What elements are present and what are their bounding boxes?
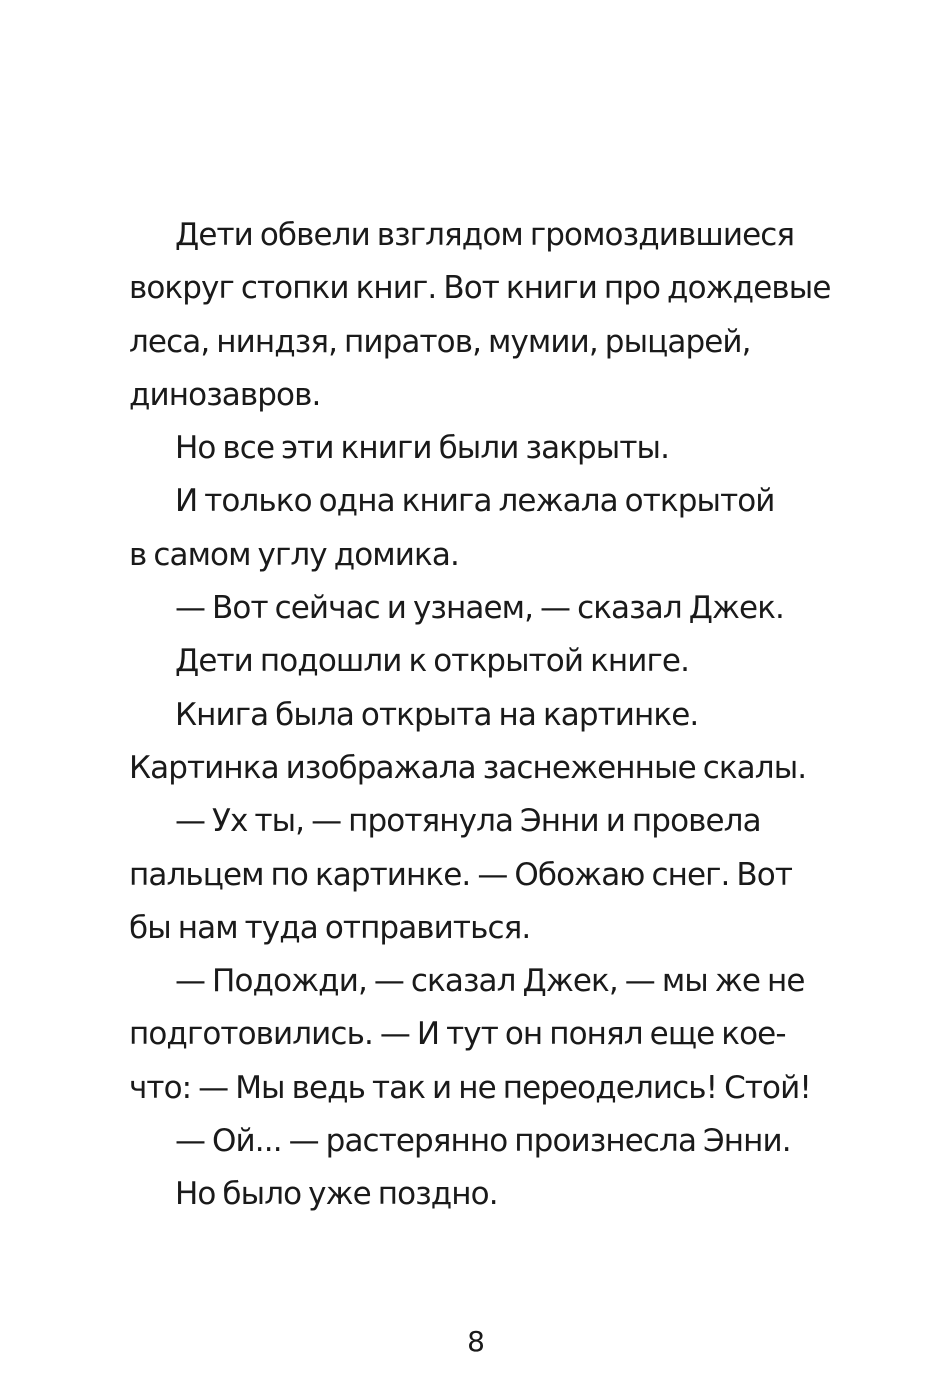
text-line: леса, ниндзя, пиратов, мумии, рыцарей, [129,323,751,360]
text-line: — Ух ты, — протянула Энни и провела [175,803,761,840]
text-line: что: — Мы ведь так и не переоделись! Стой! [129,1069,811,1106]
text-line: динозавров. [129,376,321,413]
text-line: Но все эти книги были закрыты. [175,430,670,467]
text-line: — Ой... — растерянно произнесла Энни. [175,1123,791,1160]
text-line: в самом углу домика. [129,536,459,573]
text-line: Картинка изображала заснеженные скалы. [129,749,807,786]
text-line: вокруг стопки книг. Вот книги про дождевые [129,270,831,307]
text-line: Дети обвели взглядом громоздившиеся [175,217,795,253]
text-line: Но было уже поздно. [175,1176,498,1213]
text-line: — Подожди, — сказал Джек, — мы же не [175,963,805,1000]
text-line: — Вот сейчас и узнаем, — сказал Джек. [175,590,784,627]
text-line: Дети подошли к открытой книге. [175,643,690,680]
text-line: И только одна книга лежала открытой [175,483,775,520]
text-line: бы нам туда отправиться. [129,909,531,946]
text-line: Книга была открыта на картинке. [175,696,699,733]
body-text [129,209,849,1222]
text-line: подготовились. — И тут он понял еще кое- [129,1016,786,1053]
text-line: пальцем по картинке. — Обожаю снег. Вот [129,856,793,893]
page-number: 8 [467,1325,485,1358]
